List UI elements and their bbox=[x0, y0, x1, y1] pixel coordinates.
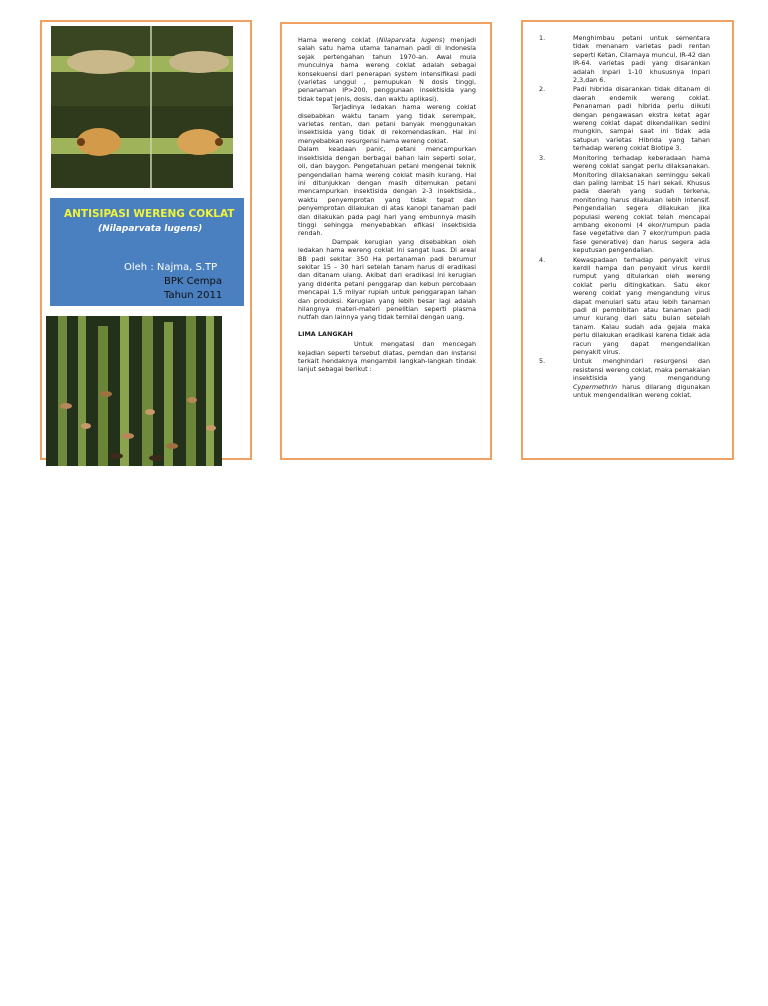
infested-rice-stems-image bbox=[46, 316, 222, 466]
steps-panel bbox=[521, 20, 734, 460]
infested-stems-photo bbox=[46, 316, 222, 466]
section-heading: LIMA LANGKAH bbox=[298, 329, 353, 338]
list-item: 1. Menghimbau petani untuk sementara tidak menanam varietas padi rentan seperti Ketan, Cilamaya muncul, IR-42 dan IR-64. varietas padi yang disarankan adalah Inpari 1-10 khususnya Inpari 2,3,dan 6. bbox=[539, 34, 710, 85]
intro-paragraph-4: Dampak kerugian yang disebabkan oleh ledakan hama wereng coklat ini sangat luas. Di areal BB padi sekitar 350 Ha pertanaman padi berumur sekitar 15 – 30 hari setelah tanam harus di eradikasi dan ditanam ulang. Akibat dari eradikasi ini kerugian yang diderita petani penggarap dan kebun percobaan mencapai 1,5 milyar rupiah untuk penggarapan lahan dan produksi. Kerugian yang lebih besar lagi adalah hilangnya materi-materi penelitian seperti plasma nutfah dan lainnya yang tidak ternilai dengan uang. bbox=[298, 237, 476, 322]
cover-panel bbox=[40, 20, 252, 460]
steps-list bbox=[539, 34, 710, 399]
intro-text bbox=[298, 36, 476, 374]
list-item: 4. Kewaspadaan terhadap penyakit virus kerdil hampa dan penyakit virus kerdil rumput yang ditularkan oleh wereng coklat perlu ditingkatkan. Satu ekor wereng coklat yang mengandung virus dapat menulari satu atau lebih tanaman padi di pembibitan atau tanaman padi umur kurang dari satu bulan setelah tanam. Kalau sudah ada gejala maka perlu dilakukan eradikasi karena tidak ada racun yang dapat mengendalikan penyakit virus. bbox=[539, 255, 710, 357]
cover-title-box bbox=[50, 198, 244, 306]
cover-year: Tahun 2011 bbox=[164, 290, 223, 301]
list-item: 2. Padi hibrida disarankan tidak ditanam di daerah endemik wereng coklat. Penanaman padi hibrida perlu diikuti dengan pengawasan ekstra ketat agar wereng coklat dapat dikendalikan sedini mungkin, sampai saat ini tidak ada satupun varietas Hibrida yang tahan terhadap wereng coklat Biotipe 3. bbox=[539, 85, 710, 153]
planthopper-closeup-image bbox=[51, 26, 233, 188]
list-item: 5. Untuk menghindari resurgensi dan resistensi wereng coklat, maka pemakaian insektisida yang mengandung Cypermethrin harus dilarang digunakan untuk mengendalikan wereng coklat. bbox=[539, 357, 710, 400]
intro-paragraph-5: Untuk mengatasi dan mencegah kejadian seperti tersebut diatas, pemdan dan instansi terkait hendaknya mengambil langkah-langkah tindak lanjut sebagai berikut : bbox=[298, 340, 476, 374]
intro-paragraph-1: Hama wereng coklat (Nilaparvata lugens) menjadi salah satu hama utama tanaman padi di Indonesia sejak pertengahan tahun 1970-an. Awal mula munculnya hama wereng coklat adalah sebagai konsekuensi dari penerapan system intensifikasi padi (varietas unggul , pemupukan N dosis tinggi, penanaman IP>200, penggunaan insektisida yang tidak tepat jenis, dosis, dan waktu aplikasi). bbox=[298, 36, 476, 103]
list-item: 3. Monitoring terhadap keberadaan hama wereng coklat sangat perlu dilaksanakan. Monitoring dilaksanakan seminggu sekali dan paling lambat 15 hari sekali. Khusus pada daerah yang sudah terkena, monitoring harus dilakukan lebih intensif. Pengendalian segera dilakukan jika populasi wereng coklat telah mencapai ambang ekonomi (4 ekor/rumpun pada fase vegetative dan 7 ekor/rumpun pada fase generative) dan harus segera ada keputusan pengendalian. bbox=[539, 153, 710, 255]
steps-text bbox=[539, 34, 710, 400]
cover-author: Oleh : Najma, S.TP bbox=[124, 262, 218, 273]
intro-panel bbox=[280, 22, 492, 460]
cover-subtitle: (Nilaparvata lugens) bbox=[98, 224, 203, 234]
cover-organization: BPK Cempa bbox=[164, 276, 222, 287]
planthopper-closeup-photo bbox=[51, 26, 233, 188]
cover-title: ANTISIPASI WERENG COKLAT bbox=[64, 208, 235, 220]
intro-paragraph-3: Dalam keadaan panic, petani mencampurkan insektisida dengan berbagai bahan lain seperti solar, oli, dan baygon. Pengetahuan petani mengenai teknik pengendalian hama wereng coklat masih kurang. Hal ini ditunjukkan dengan masih ditemukan petani mencampurkan insektisida dengan 2-3 insektisida., waktu penyemprotan yang tidak tepat dan penyemprotan dilakukan di atas kanopi tanaman padi dan dilakukan pada pagi hari yang embunnya masih tinggi sehingga menyebabkan efikasi insektisida rendah. bbox=[298, 145, 476, 238]
intro-paragraph-2: Terjadinya ledakan hama wereng coklat disebabkan waktu tanam yang tidak serempak, varietas rentan, dan petani banyak menggunakan insektisida yang tidak di rekomendasikan. Hal ini menyebabkan resurgensi hama wereng coklat. bbox=[298, 103, 476, 145]
